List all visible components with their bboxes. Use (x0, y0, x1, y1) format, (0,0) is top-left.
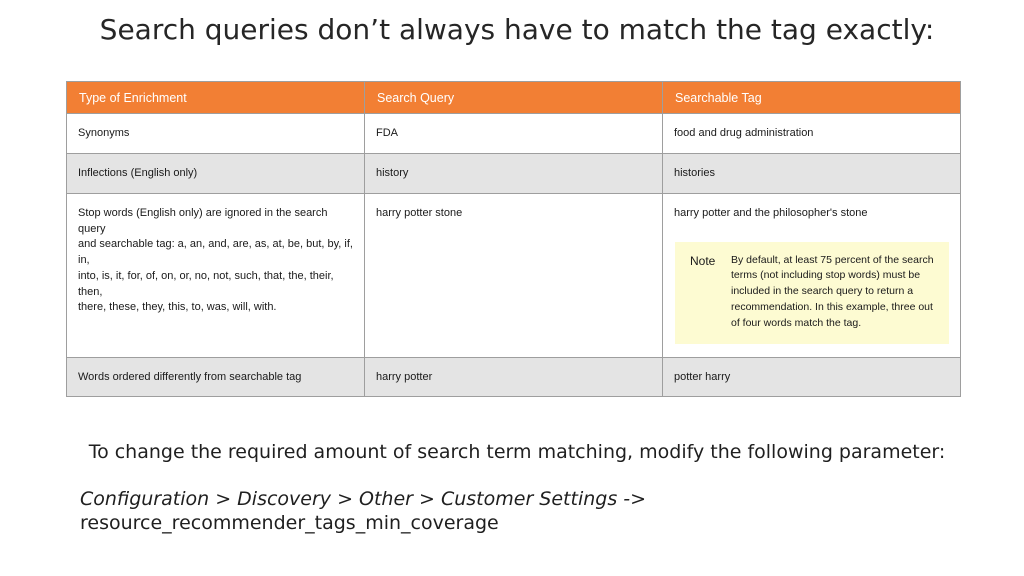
cell-type-line: Stop words (English only) are ignored in the search query (78, 207, 328, 235)
note-line: included in the search query to return a (731, 285, 914, 298)
parameter-instruction: To change the required amount of search term matching, modify the following parameter: (88, 441, 946, 463)
slide-title: Search queries don’t always have to match the tag exactly: (99, 13, 935, 46)
cell-query: FDA (365, 114, 663, 154)
table-row (67, 154, 961, 194)
note-line: of four words match the tag. (731, 316, 862, 329)
table-row (67, 358, 961, 397)
cell-type: Words ordered differently from searchable tag (67, 358, 365, 397)
cell-tag-text: harry potter and the philosopher's stone (674, 207, 868, 219)
note-label: Note (690, 253, 716, 268)
configuration-path: Configuration > Discovery > Other > Customer Settings -> (80, 488, 647, 510)
note-text (731, 253, 949, 344)
column-header-type: Type of Enrichment (67, 82, 365, 114)
cell-type (67, 194, 365, 358)
cell-query: harry potter (365, 358, 663, 397)
column-header-tag: Searchable Tag (663, 82, 961, 114)
table-row (67, 194, 961, 358)
table-header-row (67, 82, 961, 114)
note-callout (675, 242, 949, 344)
cell-type-line: and searchable tag: a, an, and, are, as, at, be, but, by, if, in, (78, 238, 353, 267)
cell-query: history (365, 154, 663, 194)
column-header-query: Search Query (365, 82, 663, 114)
cell-tag: food and drug administration (663, 114, 961, 154)
cell-tag (663, 194, 961, 358)
cell-type-line: there, these, they, this, to, was, will, with. (78, 301, 277, 314)
cell-query: harry potter stone (365, 194, 663, 358)
cell-type: Synonyms (67, 114, 365, 154)
parameter-name: resource_recommender_tags_min_coverage (80, 512, 499, 534)
cell-type-line: into, is, it, for, of, on, or, no, not, such, that, the, their, then, (78, 269, 334, 298)
cell-tag: histories (663, 154, 961, 194)
note-line: terms (not including stop words) must be (731, 269, 921, 282)
enrichment-table (66, 81, 961, 397)
cell-tag: potter harry (663, 358, 961, 397)
note-line: By default, at least 75 percent of the search (731, 253, 934, 266)
note-line: recommendation. In this example, three out (731, 300, 933, 313)
table-row (67, 114, 961, 154)
cell-type: Inflections (English only) (67, 154, 365, 194)
